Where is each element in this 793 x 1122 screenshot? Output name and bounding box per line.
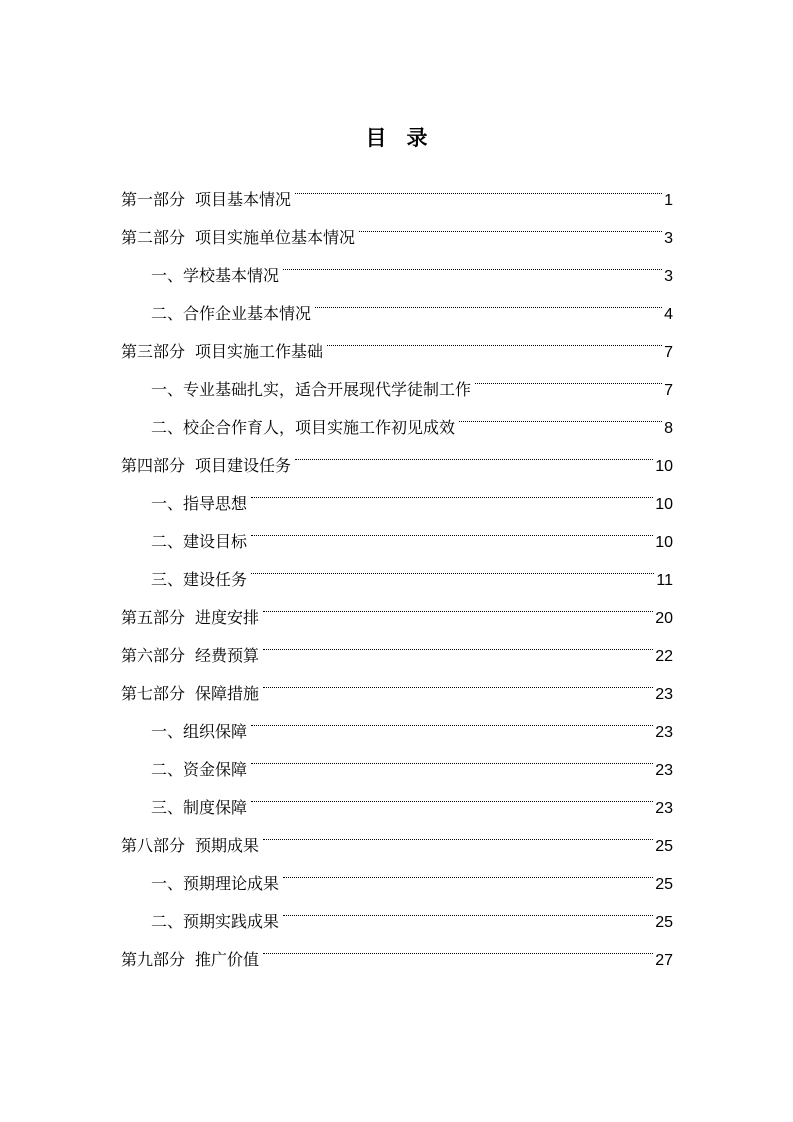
- toc-entry-label: [151, 561, 247, 599]
- toc-dot-leader: [251, 699, 653, 737]
- toc-page-number: 11: [656, 572, 673, 589]
- toc-page-number: 23: [655, 762, 673, 779]
- toc-entry-name: 预期成果: [195, 836, 260, 855]
- toc-dot-leader: [263, 661, 653, 699]
- toc-page-number: 23: [655, 724, 673, 741]
- toc-entry-name: 三、建设任务: [151, 570, 248, 589]
- toc-entry-name: 二、合作企业基本情况: [151, 304, 312, 323]
- toc-entry-name: 二、预期实践成果: [151, 912, 280, 931]
- toc-dot-leader: [295, 167, 662, 205]
- toc-part-number: 第三部分: [121, 342, 186, 361]
- toc-dot-leader: [263, 927, 653, 965]
- toc-entry-name: 一、组织保障: [151, 722, 248, 741]
- toc-entry-name: 二、建设目标: [151, 532, 248, 551]
- toc-part-entry[interactable]: [121, 167, 673, 209]
- toc-entry-name: 推广价值: [195, 950, 260, 969]
- toc-page-number: 23: [655, 800, 673, 817]
- toc-dot-leader: [251, 547, 654, 585]
- toc-page-number: 4: [664, 306, 673, 323]
- toc-part-number: 第九部分: [121, 950, 186, 969]
- toc-entry-name: 二、校企合作育人，项目实施工作初见成效: [151, 418, 456, 437]
- toc-entry-label: [121, 827, 259, 865]
- toc-entry-name: 进度安排: [195, 608, 260, 627]
- toc-page-number: 3: [664, 230, 673, 247]
- toc-dot-leader: [475, 357, 662, 395]
- toc-dot-leader: [315, 281, 662, 319]
- toc-page-number: 22: [655, 648, 673, 665]
- toc-part-number: 第四部分: [121, 456, 186, 475]
- toc-entry-label: [151, 713, 247, 751]
- toc-entry-name: 一、专业基础扎实，适合开展现代学徒制工作: [151, 380, 472, 399]
- toc-part-number: 第八部分: [121, 836, 186, 855]
- toc-entry-label: [151, 295, 311, 333]
- toc-dot-leader: [283, 851, 653, 889]
- toc-page-number: 25: [655, 876, 673, 893]
- toc-entry-label: [121, 181, 291, 219]
- toc-entry-name: 一、预期理论成果: [151, 874, 280, 893]
- toc-entry-name: 一、指导思想: [151, 494, 248, 513]
- toc-entry-label: [151, 865, 279, 903]
- toc-entry-label: [151, 523, 247, 561]
- toc-dot-leader: [263, 813, 653, 851]
- toc-title: [0, 124, 793, 152]
- toc-dot-leader: [263, 623, 653, 661]
- toc-part-number: 第七部分: [121, 684, 186, 703]
- toc-entry-name: 保障措施: [195, 684, 260, 703]
- toc-page-number: 10: [655, 496, 673, 513]
- toc-dot-leader: [295, 433, 653, 471]
- toc-page-number: 8: [664, 420, 673, 437]
- toc-page-number: 1: [664, 192, 673, 209]
- toc-list: [121, 167, 673, 969]
- toc-page-number: 23: [655, 686, 673, 703]
- toc-page-number: 7: [664, 344, 673, 361]
- toc-page-number: 3: [664, 268, 673, 285]
- toc-entry-name: 项目实施工作基础: [195, 342, 324, 361]
- toc-dot-leader: [459, 395, 662, 433]
- toc-entry-label: [121, 941, 259, 979]
- toc-dot-leader: [263, 585, 653, 623]
- toc-entry-label: [151, 371, 471, 409]
- toc-entry-label: [151, 903, 279, 941]
- toc-page-number: 10: [655, 458, 673, 475]
- toc-entry-label: [151, 485, 247, 523]
- toc-part-number: 第六部分: [121, 646, 186, 665]
- toc-entry-name: 项目建设任务: [195, 456, 292, 475]
- toc-dot-leader: [359, 205, 662, 243]
- toc-page-number: 20: [655, 610, 673, 627]
- toc-entry-label: [121, 333, 323, 371]
- toc-part-number: 第一部分: [121, 190, 186, 209]
- toc-entry-label: [151, 789, 247, 827]
- toc-dot-leader: [283, 889, 653, 927]
- toc-page-number: 25: [655, 838, 673, 855]
- toc-entry-label: [121, 599, 259, 637]
- toc-entry-name: 项目实施单位基本情况: [195, 228, 356, 247]
- toc-dot-leader: [251, 509, 653, 547]
- toc-page-number: 25: [655, 914, 673, 931]
- toc-dot-leader: [283, 243, 662, 281]
- toc-page-number: 7: [664, 382, 673, 399]
- toc-page-number: 10: [655, 534, 673, 551]
- toc-entry-label: [121, 637, 259, 675]
- toc-dot-leader: [251, 775, 653, 813]
- toc-entry-name: 二、资金保障: [151, 760, 248, 779]
- toc-dot-leader: [327, 319, 662, 357]
- toc-title-char-1: 目: [365, 126, 387, 150]
- toc-dot-leader: [251, 737, 653, 775]
- toc-dot-leader: [251, 471, 653, 509]
- toc-part-number: 第五部分: [121, 608, 186, 627]
- toc-part-number: 第二部分: [121, 228, 186, 247]
- toc-entry-name: 三、制度保障: [151, 798, 248, 817]
- toc-entry-name: 项目基本情况: [195, 190, 292, 209]
- toc-title-char-2: 录: [406, 126, 428, 150]
- toc-entry-label: [151, 257, 279, 295]
- toc-entry-name: 经费预算: [195, 646, 260, 665]
- toc-entry-label: [121, 675, 259, 713]
- toc-page-number: 27: [655, 952, 673, 969]
- toc-entry-label: [151, 751, 247, 789]
- toc-entry-name: 一、学校基本情况: [151, 266, 280, 285]
